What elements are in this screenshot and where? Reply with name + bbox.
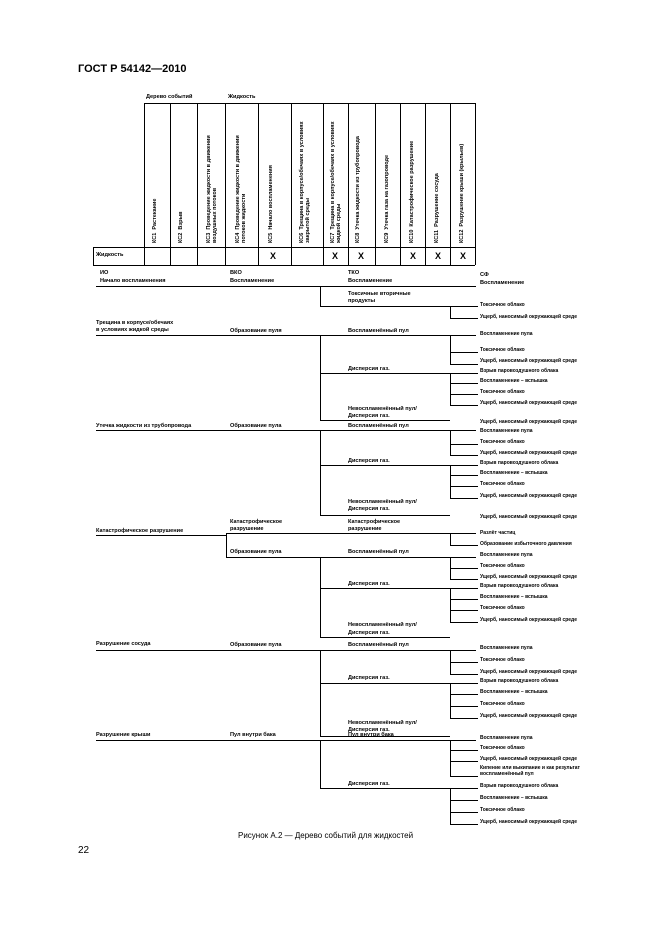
tree-line: [450, 498, 478, 499]
tree-line: [320, 430, 321, 515]
tree-node: Дисперсия газ.: [348, 727, 390, 733]
outcome: Ущерб, наносимый окружающей среде: [480, 358, 578, 364]
tree-root: Разрушение крыши: [96, 732, 151, 738]
tree-node: Катастрофическое: [348, 519, 401, 525]
tree-root: Утечка жидкости из трубопровода: [96, 423, 192, 429]
tree-node: Воспламенённый пул: [348, 642, 409, 648]
tree-line: [96, 650, 476, 651]
outcome: Образование избыточного давления: [480, 541, 572, 547]
outcome: Разлёт частиц: [480, 530, 516, 536]
document-header: ГОСТ Р 54142—2010: [78, 63, 187, 75]
tree-line: [320, 740, 321, 788]
stage-vko: ВКО: [230, 270, 242, 276]
tree-line: [96, 430, 476, 431]
tree-node: Образование пула: [230, 423, 282, 429]
tree-line: [320, 683, 450, 684]
tree-node: Пул внутри бака: [348, 732, 394, 738]
tree-line: [226, 533, 476, 534]
col-line: [425, 103, 426, 265]
outcome: Токсичное облако: [480, 481, 525, 487]
tree-line: [450, 740, 451, 776]
tree-line: [450, 622, 478, 623]
tree-line: [450, 588, 451, 622]
tree-line: [450, 383, 478, 384]
outcome: Воспламенение пула: [480, 645, 533, 651]
outcome: Токсичное облако: [480, 389, 525, 395]
tree-line: [450, 444, 478, 445]
outcome: Токсичное облако: [480, 657, 525, 663]
tree-node: Дисперсия газ.: [348, 413, 390, 419]
tree-line: [450, 465, 451, 498]
tree-line: [320, 515, 450, 516]
col-line: [197, 103, 198, 265]
tree-node: Образование пула: [230, 642, 282, 648]
tree-line: [450, 579, 478, 580]
outcome: Ущерб, наносимый окружающей среде: [480, 617, 578, 623]
outcome: Воспламенение – вспышка: [480, 795, 548, 801]
tree-line: [450, 800, 478, 801]
page-number: 22: [78, 845, 90, 856]
tree-line: [450, 405, 478, 406]
outcome: Ущерб, наносимый окружающей среде: [480, 514, 578, 520]
tree-node: Невоспламенённый пул/: [348, 406, 417, 412]
tree-node: Дисперсия газ.: [348, 366, 390, 372]
tree-node: Дисперсия газ.: [348, 630, 390, 636]
tree-line: [320, 420, 450, 421]
outcome: Воспламенение – вспышка: [480, 594, 548, 600]
tree-line: [320, 373, 450, 374]
tree-line: [450, 568, 478, 569]
table-left-rule: [93, 247, 94, 265]
column-header: КС7 Трещина в корпусе/обечаях в условиях жидкой среды: [330, 121, 342, 243]
tree-node: Дисперсия газ.: [348, 675, 390, 681]
tree-node: Дисперсия газ.: [348, 458, 390, 464]
liquid-row-label: Жидкость: [96, 252, 124, 258]
tree-node: разрушение: [348, 526, 382, 532]
tree-line: [450, 694, 478, 695]
tree-line: [320, 788, 450, 789]
col-line: [144, 103, 145, 265]
col-line: [450, 103, 451, 265]
tree-line: [450, 718, 478, 719]
outcome: Токсичное облако: [480, 439, 525, 445]
tree-line: [450, 533, 451, 545]
stage-io: ИО: [100, 270, 109, 276]
outcome: Ущерб, наносимый окружающей среде: [480, 756, 578, 762]
col-line: [375, 103, 376, 265]
tree-node: Воспламенённый пул: [348, 549, 409, 555]
tree-line: [450, 306, 478, 307]
tree-line: [450, 824, 478, 825]
outcome: Ущерб, наносимый окружающей среде: [480, 400, 578, 406]
outcome: Токсичное облако: [480, 563, 525, 569]
tree-line: [320, 306, 450, 307]
table-bottom-rule: [93, 265, 475, 266]
outcome: Взрыв паровоздушного облака: [480, 368, 559, 374]
tree-line: [320, 286, 321, 306]
tree-node: Дисперсия газ.: [348, 581, 390, 587]
tree-root: Трещина в корпусе/обечаях: [96, 320, 174, 326]
outcome: Токсичное облако: [480, 347, 525, 353]
mark-cell: X: [435, 251, 442, 261]
column-header: КС2 Взрыв: [178, 211, 184, 243]
tree-line: [450, 610, 478, 611]
tree-line: [450, 394, 478, 395]
col-line: [475, 103, 476, 265]
tree-root: Разрушение сосуда: [96, 641, 151, 647]
outcome: Ущерб, наносимый окружающей среде: [480, 574, 578, 580]
tree-line: [450, 475, 478, 476]
column-header: КС1 Растекание: [152, 198, 158, 243]
tree-line: [450, 788, 451, 824]
col-line: [291, 103, 292, 265]
mark-cell: X: [358, 251, 365, 261]
stage-sf: СФ: [480, 272, 489, 278]
col-line: [348, 103, 349, 265]
outcome: Воспламенение пула: [480, 735, 533, 741]
outcome: Ущерб, наносимый окружающей среде: [480, 493, 578, 499]
tree-line: [450, 750, 478, 751]
tree-line: [450, 364, 478, 365]
tree-node: продукты: [348, 298, 376, 304]
outcome: Токсичное облако: [480, 807, 525, 813]
outcome: Воспламенение – вспышка: [480, 470, 548, 476]
tree-line: [96, 740, 476, 741]
tree-line: [450, 465, 478, 466]
column-header: КС11 Разрушение сосуда: [434, 173, 440, 243]
tree-node: Воспламенённый пул: [348, 423, 409, 429]
outcome: Кипение или выкипание и как результат: [480, 765, 580, 771]
tree-line: [226, 533, 227, 557]
outcome: Ущерб, наносимый окружающей среде: [480, 419, 578, 425]
tree-line: [450, 352, 478, 353]
tree-line: [450, 588, 478, 589]
tree-node: Невоспламенённый пул/: [348, 622, 417, 628]
outcome: Взрыв паровоздушного облака: [480, 460, 559, 466]
col-line: [170, 103, 171, 265]
outcome: Воспламенение – вспышка: [480, 689, 548, 695]
tree-line: [450, 306, 451, 318]
outcome: Токсичное облако: [480, 605, 525, 611]
tree-line: [450, 788, 478, 789]
tree-node: Токсичные вторичные: [348, 291, 411, 297]
outcome: Ущерб, наносимый окружающей среде: [480, 314, 578, 320]
tree-node: Дисперсия газ.: [348, 506, 390, 512]
tree-line: [450, 545, 478, 546]
stage-vko-sub: Воспламенение: [230, 278, 275, 284]
tree-node: Пул внутри бака: [230, 732, 276, 738]
stage-io-sub: Начало воспламенения: [100, 278, 166, 284]
tree-line: [450, 318, 478, 319]
tree-line: [450, 706, 478, 707]
tree-line: [320, 335, 321, 420]
col-line: [400, 103, 401, 265]
tree-line: [450, 373, 451, 405]
liquid-label: Жидкость: [228, 94, 256, 100]
tree-line: [450, 662, 478, 663]
col-line: [258, 103, 259, 265]
tree-node: Образование пуля: [230, 328, 282, 334]
tree-line: [450, 373, 478, 374]
tree-line: [450, 812, 478, 813]
mark-cell: X: [270, 251, 277, 261]
stage-tko-sub: Воспламенение: [348, 278, 393, 284]
outcome: Ущерб, наносимый окружающей среде: [480, 450, 578, 456]
tree-line: [450, 683, 451, 718]
outcome: воспламенённый пул: [480, 771, 534, 777]
outcome: Токсичное облако: [480, 302, 525, 308]
outcome: Ущерб, наносимый окружающей среде: [480, 669, 578, 675]
tree-line: [450, 599, 478, 600]
column-header: КС6 Трещина в корпусе/обечаях в условиях закрытой среды: [299, 121, 311, 243]
column-header: КС9 Утечка газа на газопроводе: [384, 154, 390, 243]
outcome: Токсичное облако: [480, 701, 525, 707]
tree-node: разрушение: [230, 526, 264, 532]
tree-line: [450, 430, 451, 456]
mark-cell: X: [410, 251, 417, 261]
outcome: Взрыв паровоздушного облака: [480, 678, 559, 684]
tree-line: [320, 637, 450, 638]
stage-tko: ТКО: [348, 270, 360, 276]
tree-line: [450, 335, 451, 365]
tree-line: [320, 650, 321, 736]
outcome: Взрыв паровоздушного облака: [480, 583, 559, 589]
outcome: Взрыв паровоздушного облака: [480, 783, 559, 789]
tree-line: [320, 557, 321, 637]
outcome: Воспламенение пула: [480, 552, 533, 558]
tree-line: [450, 761, 478, 762]
tree-node: Невоспламенённый пул/: [348, 499, 417, 505]
outcome: Воспламенение пула: [480, 428, 533, 434]
column-header: КС3 Проведение жидкости в движении воздушных потоков: [206, 135, 218, 243]
tree-root: Катастрофическое разрушение: [96, 528, 184, 534]
tree-line: [450, 455, 478, 456]
col-line: [225, 103, 226, 265]
tree-line: [96, 335, 476, 336]
column-header: КС8 Утечка жидкости из трубопровода: [355, 136, 361, 243]
event-tree-label: Дерево событий: [146, 94, 193, 100]
tree-node: Невоспламенённый пул/: [348, 720, 417, 726]
tree-line: [96, 535, 226, 536]
mark-cell: X: [460, 251, 467, 261]
tree-node: Образование пула: [230, 549, 282, 555]
column-header: КС10 Катастрофическое разрушение: [409, 140, 415, 243]
tree-line: [450, 776, 478, 777]
tree-root: в условиях жидкой среды: [96, 327, 169, 333]
tree-line: [450, 486, 478, 487]
tree-node: Дисперсия газ.: [348, 781, 390, 787]
figure-caption: Рисунок А.2 — Дерево событий для жидкостей: [238, 831, 414, 840]
outcome: Токсичное облако: [480, 745, 525, 751]
tree-line: [320, 465, 450, 466]
tree-line: [320, 588, 450, 589]
outcome: Воспламенение пула: [480, 331, 533, 337]
outcome: Ущерб, наносимый окружающей среде: [480, 713, 578, 719]
table-mid-rule: [93, 247, 475, 248]
col-line: [323, 103, 324, 265]
tree-line: [96, 286, 476, 287]
outcome: Воспламенение – вспышка: [480, 378, 548, 384]
tree-node: Катастрофическое: [230, 519, 283, 525]
column-header: КС4 Проведение жидкости в движении потоков жидкости: [235, 135, 247, 243]
tree-line: [450, 683, 478, 684]
mark-cell: X: [332, 251, 339, 261]
outcome: Ущерб, наносимый окружающей среде: [480, 819, 578, 825]
stage-sf-sub: Воспламенение: [480, 280, 525, 286]
column-header: КС12 Разрушение крыши (крыльев): [459, 143, 465, 243]
tree-line: [226, 557, 476, 558]
tree-line: [450, 674, 478, 675]
column-header: КС5 Начало воспламенения: [268, 165, 274, 243]
tree-node: Воспламенённый пул: [348, 328, 409, 334]
